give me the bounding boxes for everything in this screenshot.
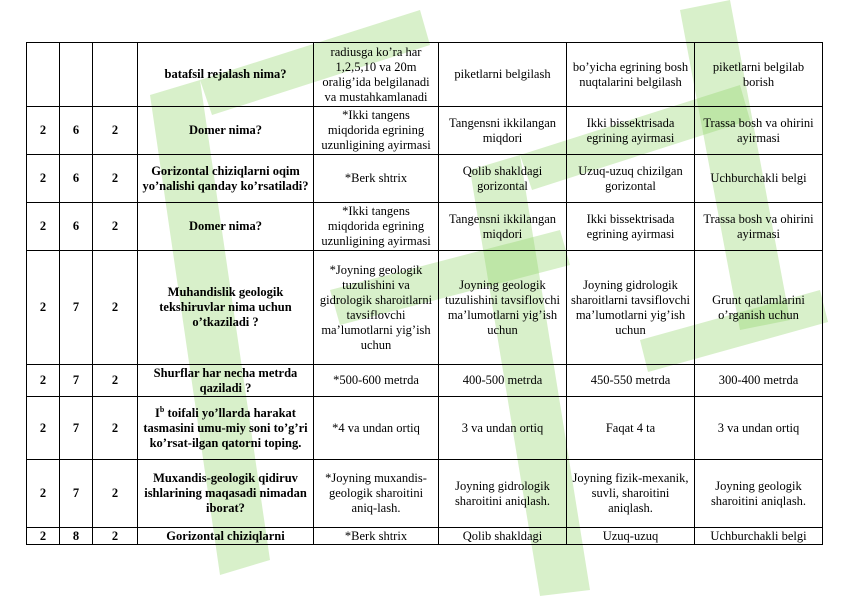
cell-a: 2 <box>27 107 60 155</box>
question-cell: Gorizontal chiziqlarni oqim yo’nalishi qanday ko’rsatiladi? <box>138 155 314 203</box>
answer-option: piketlarni belgilash <box>439 43 567 107</box>
question-cell: Domer nima? <box>138 203 314 251</box>
table-row <box>27 397 823 460</box>
question-table <box>26 42 823 545</box>
cell-a: 2 <box>27 203 60 251</box>
cell-b: 7 <box>60 365 93 397</box>
answer-option: piketlarni belgilab borish <box>695 43 823 107</box>
answer-correct: radiusga ko’ra har 1,2,5,10 va 20m oralig’ida belgilanadi va mustahkamlanadi <box>314 43 439 107</box>
table-row <box>27 365 823 397</box>
answer-option: Uzuq-uzuq <box>567 528 695 545</box>
cell-a <box>27 43 60 107</box>
answer-option: Qolib shakldagi gorizontal <box>439 155 567 203</box>
cell-b: 7 <box>60 460 93 528</box>
answer-option: 3 va undan ortiq <box>695 397 823 460</box>
answer-option: Tangensni ikkilangan miqdori <box>439 203 567 251</box>
answer-option: 450-550 metrda <box>567 365 695 397</box>
answer-correct: *4 va undan ortiq <box>314 397 439 460</box>
question-cell: Gorizontal chiziqlarni <box>138 528 314 545</box>
table-row <box>27 251 823 365</box>
question-cell: Muxandis-geologik qidiruv ishlarining maqasadi nimadan iborat? <box>138 460 314 528</box>
answer-option: Ikki bissektrisada egrining ayirmasi <box>567 203 695 251</box>
answer-option: Trassa bosh va ohirini ayirmasi <box>695 203 823 251</box>
answer-option: 3 va undan ortiq <box>439 397 567 460</box>
table-row <box>27 107 823 155</box>
question-cell: Domer nima? <box>138 107 314 155</box>
answer-option: 300-400 metrda <box>695 365 823 397</box>
cell-b: 6 <box>60 203 93 251</box>
cell-c: 2 <box>93 203 138 251</box>
cell-c: 2 <box>93 365 138 397</box>
answer-option: Joyning gidrologik sharoitini aniqlash. <box>439 460 567 528</box>
table-row <box>27 460 823 528</box>
answer-option: Joyning geologik tuzulishini tavsiflovchi ma’lumotlarni yig’ish uchun <box>439 251 567 365</box>
cell-a: 2 <box>27 365 60 397</box>
answer-option: Joyning geologik sharoitini aniqlash. <box>695 460 823 528</box>
answer-correct: *Berk shtrix <box>314 155 439 203</box>
answer-option: Ikki bissektrisada egrining ayirmasi <box>567 107 695 155</box>
answer-correct: *Ikki tangens miqdorida egrining uzunligining ayirmasi <box>314 203 439 251</box>
answer-correct: *Joyning geologik tuzulishini va gidrologik sharoitlarni tavsiflovchi ma’lumotlarni yig’ish uchun <box>314 251 439 365</box>
question-main: I <box>155 405 160 420</box>
question-cell: Shurflar har necha metrda qaziladi ? <box>138 365 314 397</box>
answer-option: Qolib shakldagi <box>439 528 567 545</box>
table-row <box>27 155 823 203</box>
cell-a: 2 <box>27 460 60 528</box>
answer-correct: *Ikki tangens miqdorida egrining uzunligining ayirmasi <box>314 107 439 155</box>
answer-option: Trassa bosh va ohirini ayirmasi <box>695 107 823 155</box>
cell-c: 2 <box>93 460 138 528</box>
answer-option: 400-500 metrda <box>439 365 567 397</box>
answer-option: Joyning gidrologik sharoitlarni tavsiflovchi ma’lumotlarni yig’ish uchun <box>567 251 695 365</box>
cell-a: 2 <box>27 528 60 545</box>
cell-b: 6 <box>60 107 93 155</box>
table-row <box>27 528 823 545</box>
cell-c: 2 <box>93 107 138 155</box>
cell-b: 7 <box>60 397 93 460</box>
answer-option: bo’yicha egrining bosh nuqtalarini belgilash <box>567 43 695 107</box>
cell-b <box>60 43 93 107</box>
answer-option: Faqat 4 ta <box>567 397 695 460</box>
cell-c <box>93 43 138 107</box>
table-row <box>27 43 823 107</box>
cell-c: 2 <box>93 155 138 203</box>
answer-correct: *500-600 metrda <box>314 365 439 397</box>
answer-option: Tangensni ikkilangan miqdori <box>439 107 567 155</box>
answer-correct: *Joyning muxandis-geologik sharoitini aniq-lash. <box>314 460 439 528</box>
cell-a: 2 <box>27 397 60 460</box>
question-cell: Muhandislik geologik tekshiruvlar nima uchun o’tkaziladi ? <box>138 251 314 365</box>
answer-option: Uchburchakli belgi <box>695 528 823 545</box>
question-cell <box>138 397 314 460</box>
question-superscript: b <box>159 404 165 414</box>
answer-correct: *Berk shtrix <box>314 528 439 545</box>
cell-a: 2 <box>27 155 60 203</box>
question-rest: toifali yo’llarda harakat tasmasini umu-miy soni to’g’ri ko’rsat-ilgan qatorni toping. <box>143 405 308 450</box>
answer-option: Uzuq-uzuq chizilgan gorizontal <box>567 155 695 203</box>
cell-b: 8 <box>60 528 93 545</box>
cell-c: 2 <box>93 528 138 545</box>
cell-b: 6 <box>60 155 93 203</box>
answer-option: Uchburchakli belgi <box>695 155 823 203</box>
answer-option: Joyning fizik-mexanik, suvli, sharoitini aniqlash. <box>567 460 695 528</box>
table-row <box>27 203 823 251</box>
answer-option: Grunt qatlamlarini o’rganish uchun <box>695 251 823 365</box>
cell-b: 7 <box>60 251 93 365</box>
cell-a: 2 <box>27 251 60 365</box>
question-cell: batafsil rejalash nima? <box>138 43 314 107</box>
cell-c: 2 <box>93 397 138 460</box>
cell-c: 2 <box>93 251 138 365</box>
